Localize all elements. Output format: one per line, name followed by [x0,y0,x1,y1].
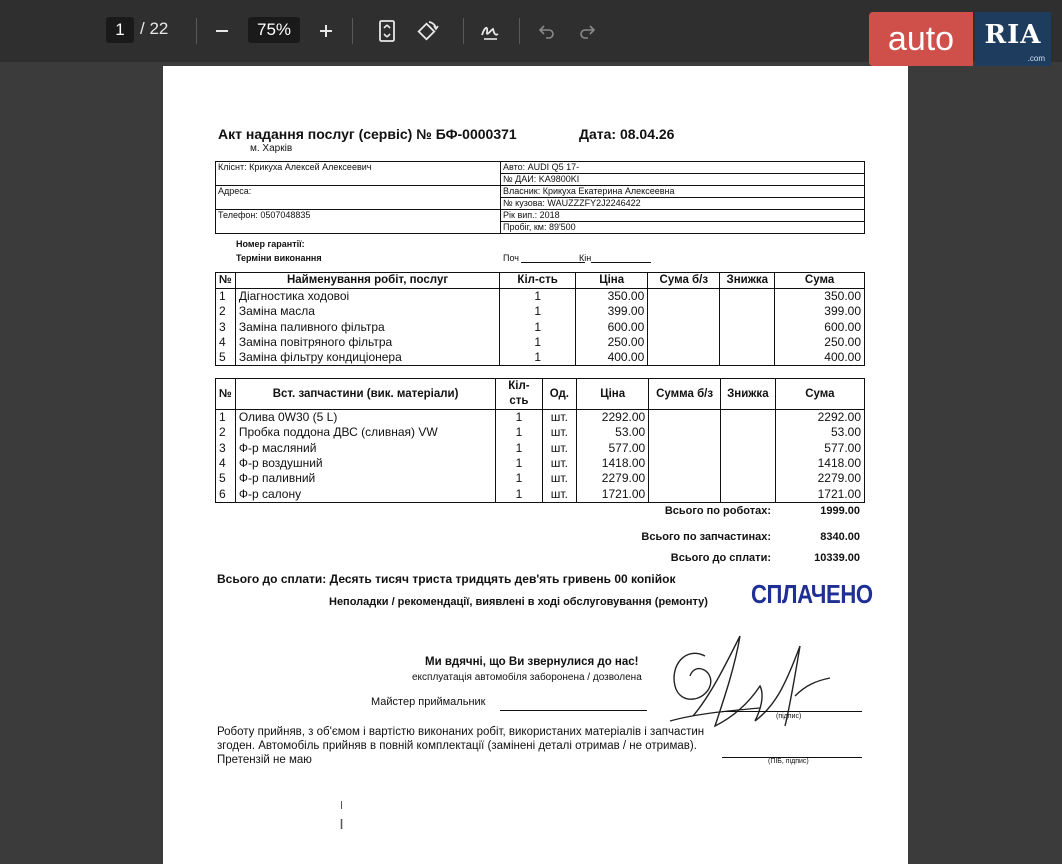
toolbar-divider [352,18,353,44]
end-field [579,253,651,263]
address-cell: Адреса: [216,186,501,210]
doc-city: м. Харків [250,143,293,154]
service-cell: Заміна фільтру кондиціонера [235,350,499,366]
service-cell [720,335,775,350]
part-cell: Ф-р масляний [235,441,496,456]
part-cell: Пробка поддона ДВС (сливная) VW [235,425,496,440]
service-cell: 5 [216,350,236,366]
service-cell [648,304,720,319]
start-label: Поч [503,253,519,263]
service-cell [648,289,720,305]
part-header-cell: Кіл-сть [496,379,542,410]
scan-artifact [340,801,343,831]
service-row [216,335,865,350]
client-cell: Кліснт: Крикуха Алексей Алексеевич [216,162,501,186]
zoom-level-input[interactable]: 75% [248,17,300,43]
service-cell: 600.00 [576,320,648,335]
service-cell: 3 [216,320,236,335]
part-cell [720,471,775,486]
total-parts-value: 8340.00 [820,531,860,543]
part-cell: 1721.00 [775,486,864,502]
name-signature-caption: (ПІБ, підпис) [768,758,809,765]
owner-cell: Власник: Крикуха Екатерина Алексеевна [501,186,865,198]
part-cell: 2279.00 [775,471,864,486]
part-cell: 4 [216,456,236,471]
start-line [521,253,585,263]
service-cell: 399.00 [576,304,648,319]
services-table [215,272,865,366]
part-cell: 2292.00 [577,410,649,426]
part-cell: шт. [542,410,577,426]
part-cell: 2292.00 [775,410,864,426]
document-page [163,66,908,864]
part-cell [649,471,721,486]
part-cell [649,410,721,426]
part-cell: 577.00 [775,441,864,456]
part-cell [720,441,775,456]
undo-icon[interactable] [532,16,562,46]
service-row [216,304,865,319]
part-row [216,471,865,486]
redo-icon[interactable] [572,16,602,46]
service-cell: 600.00 [775,320,865,335]
service-cell: 1 [500,320,576,335]
part-cell: 577.00 [577,441,649,456]
part-header-cell: Сума [775,379,864,410]
service-cell [720,320,775,335]
acceptance-text: Роботу прийняв, з об'ємом і вартістю виконаних робіт, використаних матеріалів і запчастин згоден. Автомобіль прийняв в повній комплектації (замінені деталі отримав / не отримав). Претензій не маю [217,726,705,766]
part-cell: шт. [542,471,577,486]
service-cell [648,335,720,350]
part-cell: шт. [542,456,577,471]
issues-label: Неполадки / рекомендації, виявлені в ході обслуговування (ремонту) [329,596,708,608]
toolbar-divider [519,18,520,44]
car-cell: Авто: AUDI Q5 17- [501,162,865,174]
toolbar-divider [196,18,197,44]
service-cell: 400.00 [576,350,648,366]
part-header-cell: Вст. запчастини (вик. матеріали) [235,379,496,410]
part-cell: 1 [496,425,542,440]
part-cell: 1418.00 [775,456,864,471]
toolbar-divider [463,18,464,44]
logo-auto-text: auto [869,12,973,66]
part-cell: 6 [216,486,236,502]
service-cell [648,320,720,335]
page-number-input[interactable]: 1 [106,17,134,43]
plate-cell: № ДАИ: KA9800KI [501,174,865,186]
total-works-value: 1999.00 [820,505,860,517]
part-header-cell: № [216,379,236,410]
part-row [216,456,865,471]
total-works-label: Всього по роботах: [664,505,771,517]
page-total: / 22 [140,19,169,38]
warranty-label: Номер гарантії: [236,239,305,249]
part-cell [649,425,721,440]
part-header-cell: Од. [542,379,577,410]
service-cell [720,289,775,305]
part-cell [649,441,721,456]
service-header-row [216,273,865,289]
service-cell: 350.00 [576,289,648,305]
service-cell [648,350,720,366]
master-label: Майстер приймальник [371,696,486,708]
part-cell [649,456,721,471]
logo-com-text: .com [1027,54,1045,63]
service-cell: Заміна паливного фільтра [235,320,499,335]
part-cell [720,486,775,502]
fit-page-icon[interactable] [372,16,402,46]
part-cell: 53.00 [775,425,864,440]
part-cell: 2279.00 [577,471,649,486]
part-cell [720,425,775,440]
part-cell: 1 [216,410,236,426]
draw-icon[interactable] [475,16,505,46]
part-header-cell: Ціна [577,379,649,410]
service-cell: Діагностика ходовоі [235,289,499,305]
part-cell: Ф-р паливний [235,471,496,486]
part-cell: 3 [216,441,236,456]
end-line [591,253,651,263]
total-parts-label: Всього по запчастинах: [641,531,771,543]
part-cell: Олива 0W30 (5 L) [235,410,496,426]
parts-table [215,378,865,503]
service-cell: Заміна масла [235,304,499,319]
part-cell: 5 [216,471,236,486]
service-cell: 2 [216,304,236,319]
service-cell: 350.00 [775,289,865,305]
total-in-words: Всього до сплати: Десять тисяч триста тридцять дев'ять гривень 00 копійок [217,572,676,586]
part-cell [720,456,775,471]
service-row [216,350,865,366]
service-cell [720,350,775,366]
rotate-icon[interactable] [412,16,442,46]
service-cell: 399.00 [775,304,865,319]
part-cell: шт. [542,425,577,440]
part-row [216,425,865,440]
part-cell: 1 [496,410,542,426]
part-cell: шт. [542,486,577,502]
part-cell: 53.00 [577,425,649,440]
part-cell: 1721.00 [577,486,649,502]
phone-cell: Телефон: 0507048835 [216,210,501,234]
service-cell: 1 [216,289,236,305]
service-header-cell: Ціна [576,273,648,289]
minus-icon[interactable] [207,16,237,46]
mileage-cell: Пробіг, км: 89'500 [501,222,865,234]
logo-ria-text [975,12,1051,66]
total-pay-label: Всього до сплати: [670,552,771,564]
part-header-cell: Знижка [720,379,775,410]
start-field [503,253,585,263]
service-cell [720,304,775,319]
doc-date: Дата: 08.04.26 [579,126,675,142]
service-header-cell: Кіл-сть [500,273,576,289]
part-cell: Ф-р салону [235,486,496,502]
service-cell: Заміна повітряного фільтра [235,335,499,350]
doc-title: Акт надання послуг (сервіс) № БФ-0000371 [218,126,517,142]
service-header-cell: Сума б/з [648,273,720,289]
client-info-table [215,161,865,234]
part-header-row [216,379,865,410]
part-cell: шт. [542,441,577,456]
part-cell: 2 [216,425,236,440]
master-signature-line [722,711,862,712]
service-cell: 1 [500,350,576,366]
part-cell: 1 [496,456,542,471]
part-row [216,441,865,456]
service-row [216,289,865,305]
terms-label: Терміни виконання [236,253,322,263]
service-cell: 250.00 [775,335,865,350]
autoria-watermark-logo [869,12,1051,66]
part-cell [720,410,775,426]
handwritten-signature [665,626,835,736]
service-header-cell: Сума [775,273,865,289]
service-row [216,320,865,335]
service-cell: 4 [216,335,236,350]
paid-stamp: СПЛАЧЕНО [751,579,873,609]
part-cell [649,486,721,502]
service-cell: 250.00 [576,335,648,350]
service-header-cell: Найменування робіт, послуг [235,273,499,289]
total-pay-value: 10339.00 [814,552,860,564]
service-cell: 1 [500,335,576,350]
service-cell: 1 [500,289,576,305]
part-cell: 1 [496,441,542,456]
end-label: Кін [579,253,592,263]
part-cell: Ф-р воздушний [235,456,496,471]
service-cell: 400.00 [775,350,865,366]
operation-status: експлуатація автомобіля заборонена / дозволена [412,672,642,683]
vin-cell: № кузова: WAUZZZFY2J2246422 [501,198,865,210]
service-header-cell: № [216,273,236,289]
part-row [216,486,865,502]
part-cell: 1 [496,486,542,502]
thanks-text: Ми вдячні, що Ви звернулися до нас! [425,656,639,668]
service-cell: 1 [500,304,576,319]
plus-icon[interactable] [311,16,341,46]
service-header-cell: Знижка [720,273,775,289]
master-sign-line [500,710,647,711]
part-cell: 1418.00 [577,456,649,471]
part-row [216,410,865,426]
year-cell: Рік вип.: 2018 [501,210,865,222]
logo-ria-word: RIA [984,20,1042,50]
part-cell: 1 [496,471,542,486]
signature-caption: (підпис) [776,713,802,720]
part-header-cell: Сумма б/з [649,379,721,410]
